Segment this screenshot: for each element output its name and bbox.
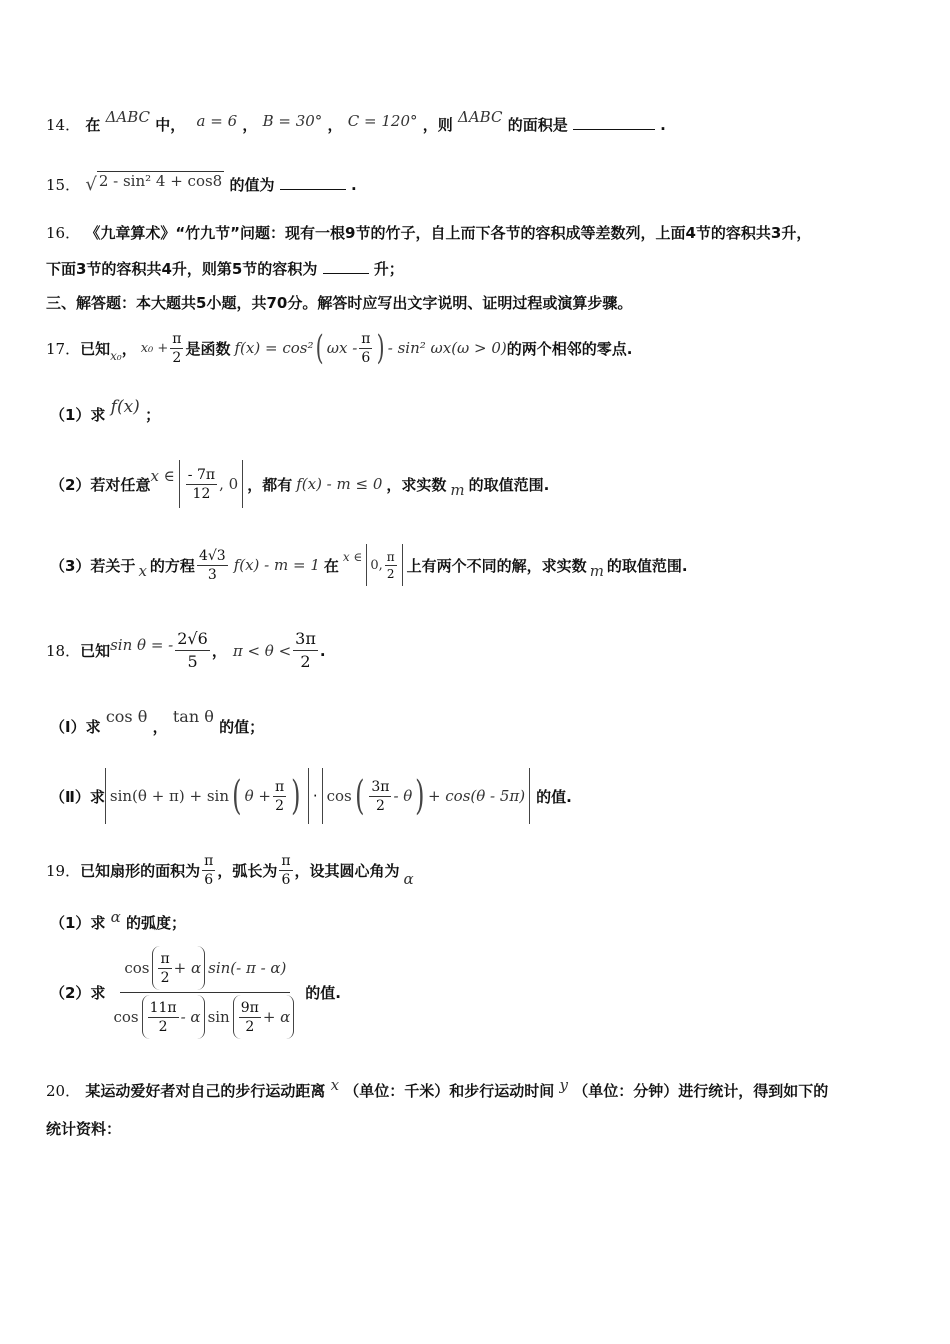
q17-part2-frac: $\frac{- 7\pi}{12}$: [187, 466, 216, 502]
q19-den-minus-alpha: - α: [180, 1008, 201, 1026]
sqrt-icon: √: [85, 174, 97, 195]
q14-text: 在: [85, 116, 101, 134]
q16-number: 16．: [46, 224, 81, 242]
q17-part2: [50, 460, 549, 508]
q19-den-cos: cos: [113, 1008, 139, 1026]
q17-text: ，: [121, 339, 137, 358]
q18-part2-bracket-2: [322, 768, 531, 824]
q17-part2-x-in: x ∈: [150, 467, 175, 485]
q14-number: 14．: [46, 116, 81, 134]
question-18: [46, 628, 326, 673]
q17-part2-zero: , 0: [219, 475, 239, 493]
q14-b-angle: B = 30°: [262, 112, 323, 130]
q17-part2-ineq: f(x) - m ≤ 0: [296, 475, 383, 493]
q16-line1: 《九章算术》“竹九节”问题：现有一根9节的竹子，自上而下各节的容积成等差数列，上面4节的容积共3升，: [85, 224, 812, 242]
q18-frac: $\frac{2√6}{5}$: [177, 629, 208, 671]
q18-text: ，: [211, 642, 227, 660]
q18-part2-cos-term: + cos(θ - 5π): [427, 787, 526, 805]
q20-text: 某运动爱好者对自己的步行运动距离: [85, 1082, 326, 1100]
q18-part2-minus-theta: - θ: [393, 787, 413, 805]
question-17: [46, 328, 633, 368]
q17-inner: ωx -: [326, 339, 358, 357]
q15-answer-blank[interactable]: [280, 175, 346, 190]
q18-part1-label: （Ⅰ）求: [50, 718, 101, 736]
q17-part3-interval: [366, 544, 402, 586]
q17-part3-text: 在: [323, 556, 339, 575]
q14-triangle: ΔABC: [105, 108, 151, 126]
q14-end: .: [660, 116, 666, 134]
q17-number: 17．: [46, 339, 81, 358]
q20-number: 20．: [46, 1082, 81, 1100]
question-20: [46, 1076, 829, 1101]
q19-area-frac: $\frac{\pi}{6}$: [204, 853, 214, 888]
q19-part2-denominator: [109, 993, 301, 1039]
question-15: [46, 174, 357, 195]
q19-den-paren-2: [233, 995, 295, 1039]
right-paren-icon: ): [415, 773, 425, 819]
q19-part1-end: 的弧度；: [126, 914, 187, 932]
q18-part1: [50, 707, 265, 737]
q19-num-plus-alpha: + α: [173, 959, 202, 977]
q19-text: ，设其圆心角为: [294, 862, 400, 880]
q17-part3-text: 上有两个不同的解，求实数: [406, 556, 587, 575]
q17-part3-label: （3）若关于: [50, 556, 136, 575]
q17-part2-text: ，求实数: [386, 475, 447, 494]
q19-den-11pi-half: $\frac{11\pi}{2}$: [149, 999, 177, 1035]
q18-part2-dot: ·: [312, 787, 318, 805]
q17-part1-label: （1）求: [50, 406, 106, 424]
q18-part2-3pi-half: $\frac{3\pi}{2}$: [371, 778, 390, 814]
q17-text: 是函数: [185, 339, 231, 358]
q17-part3-x: x: [138, 562, 147, 580]
q19-part1-alpha: α: [110, 908, 121, 926]
q19-den-paren-1: [142, 995, 205, 1039]
q16-line2b: 升；: [373, 260, 404, 278]
q15-number: 15．: [46, 176, 81, 194]
q17-part3: [50, 544, 688, 586]
q17-x0-plus: x₀ +: [140, 340, 169, 356]
q17-function: f(x) = cos²: [234, 339, 314, 357]
q19-part2-label: （2）求: [50, 984, 106, 1002]
q20-x: x: [330, 1076, 340, 1094]
section-heading: 三、解答题：本大题共5小题，共70分。解答时应写出文字说明、证明过程或演算步骤。: [46, 294, 633, 312]
q17-part2-label: （2）若对任意: [50, 475, 151, 494]
q20-y: y: [559, 1076, 569, 1094]
question-16: [46, 222, 811, 243]
q18-part2-pi-half: $\frac{\pi}{2}$: [275, 778, 285, 814]
q14-text: 中，: [155, 116, 186, 134]
left-paren-icon: (: [232, 773, 242, 819]
q15-text: 的值为: [229, 176, 275, 194]
q14-a-value: a = 6: [196, 112, 238, 130]
q18-part1-cos: cos θ: [105, 707, 148, 726]
q17-part2-text: ，都有: [247, 475, 293, 494]
q17-part2-m: m: [450, 481, 465, 499]
q14-c-angle: C = 120°: [347, 112, 418, 130]
q17-pi-over-2: $\frac{\pi}{2}$: [172, 330, 182, 366]
q17-part3-eq: f(x) - m = 1: [233, 556, 320, 574]
question-14: [46, 108, 666, 135]
q18-text: 已知: [80, 642, 111, 660]
q19-part1: [50, 908, 187, 933]
q19-part2-numerator: [120, 946, 290, 993]
left-paren-icon: (: [354, 773, 365, 819]
q14-triangle: ΔABC: [458, 108, 503, 126]
q17-part3-pi-half: $\frac{\pi}{2}$: [386, 549, 395, 581]
q18-part1-tan: tan θ: [172, 707, 214, 726]
q15-expression: 2 - sin² 4 + cos8: [98, 172, 223, 190]
q17-part2-interval: [179, 460, 243, 508]
q17-part3-text: 的取值范围.: [606, 556, 688, 575]
q19-den-sin: sin: [207, 1008, 230, 1026]
q14-answer-blank[interactable]: [573, 115, 655, 130]
question-19: [46, 852, 414, 889]
q20-line2: 统计资料：: [46, 1120, 122, 1138]
q17-part2-text: 的取值范围.: [468, 475, 550, 494]
q14-separator: ，: [242, 116, 258, 134]
q19-arc-frac: $\frac{\pi}{6}$: [281, 853, 291, 888]
left-paren-icon: (: [316, 328, 325, 368]
q17-text: 已知: [80, 339, 111, 358]
q19-part2: [50, 946, 341, 1039]
q14-text: ，则: [422, 116, 453, 134]
q18-part2-label: （Ⅱ）求: [50, 787, 105, 806]
q16-answer-blank[interactable]: [323, 259, 369, 274]
q17-part3-frac: $\frac{4√3}{3}$: [198, 547, 226, 583]
q16-line2a: 下面3节的容积共4升，则第5节的容积为: [46, 260, 318, 278]
q20-text: （单位：分钟）进行统计，得到如下的: [573, 1082, 829, 1100]
q19-num-sin: sin(- π - α): [208, 959, 287, 977]
q18-sin: sin θ = -: [110, 635, 174, 654]
q19-text: ，弧长为: [217, 862, 278, 880]
q19-alpha: α: [403, 869, 414, 888]
q19-num-paren: [152, 946, 205, 990]
q17-part1: [50, 397, 161, 425]
q18-part2: [50, 768, 572, 824]
q17-x0: x₀: [110, 349, 122, 363]
q17-part1-f: f(x): [110, 397, 140, 417]
q18-part2-term: sin(θ + π) + sin: [109, 787, 230, 805]
q18-frac-3pi-2: $\frac{3\pi}{2}$: [295, 629, 316, 671]
q17-part3-x-in: x ∈: [342, 550, 363, 564]
q19-part2-fraction: [109, 946, 301, 1039]
q18-part1-end: 的值；: [219, 718, 265, 736]
q18-part2-end: 的值.: [536, 787, 572, 806]
q18-part2-bracket-1: [105, 768, 309, 824]
q18-part2-theta-plus: θ +: [244, 787, 271, 805]
q19-den-plus-alpha: + α: [262, 1008, 291, 1026]
q19-num-pi-half: $\frac{\pi}{2}$: [160, 950, 170, 986]
q17-part3-m: m: [589, 562, 604, 580]
q19-text: 已知扇形的面积为: [80, 862, 201, 880]
q19-number: 19．: [46, 862, 81, 880]
q18-part1-sep: ，: [152, 718, 168, 736]
q18-range: π < θ <: [232, 641, 292, 660]
q19-den-9pi-half: $\frac{9\pi}{2}$: [240, 999, 259, 1035]
q19-part2-end: 的值.: [305, 984, 341, 1002]
q14-separator: ，: [327, 116, 343, 134]
q17-part3-zero: 0,: [370, 557, 383, 573]
q18-end: .: [319, 641, 326, 660]
q17-pi-over-6: $\frac{\pi}{6}$: [361, 330, 371, 366]
q19-part1-label: （1）求: [50, 914, 106, 932]
q14-text: 的面积是: [507, 116, 568, 134]
right-paren-icon: ): [291, 773, 301, 819]
q18-number: 18．: [46, 642, 81, 660]
question-16-line2: [46, 258, 404, 279]
right-paren-icon: ): [377, 328, 386, 368]
q17-function-rest: - sin² ωx(ω > 0): [387, 339, 507, 357]
q17-text: 的两个相邻的零点.: [506, 339, 633, 358]
q19-num-cos: cos: [124, 959, 150, 977]
q17-part3-text: 的方程: [149, 556, 195, 575]
q15-end: .: [350, 176, 357, 194]
q18-part2-cos: cos: [326, 787, 352, 805]
q17-part1-end: ；: [145, 406, 161, 424]
q20-text: （单位：千米）和步行运动时间: [344, 1082, 555, 1100]
